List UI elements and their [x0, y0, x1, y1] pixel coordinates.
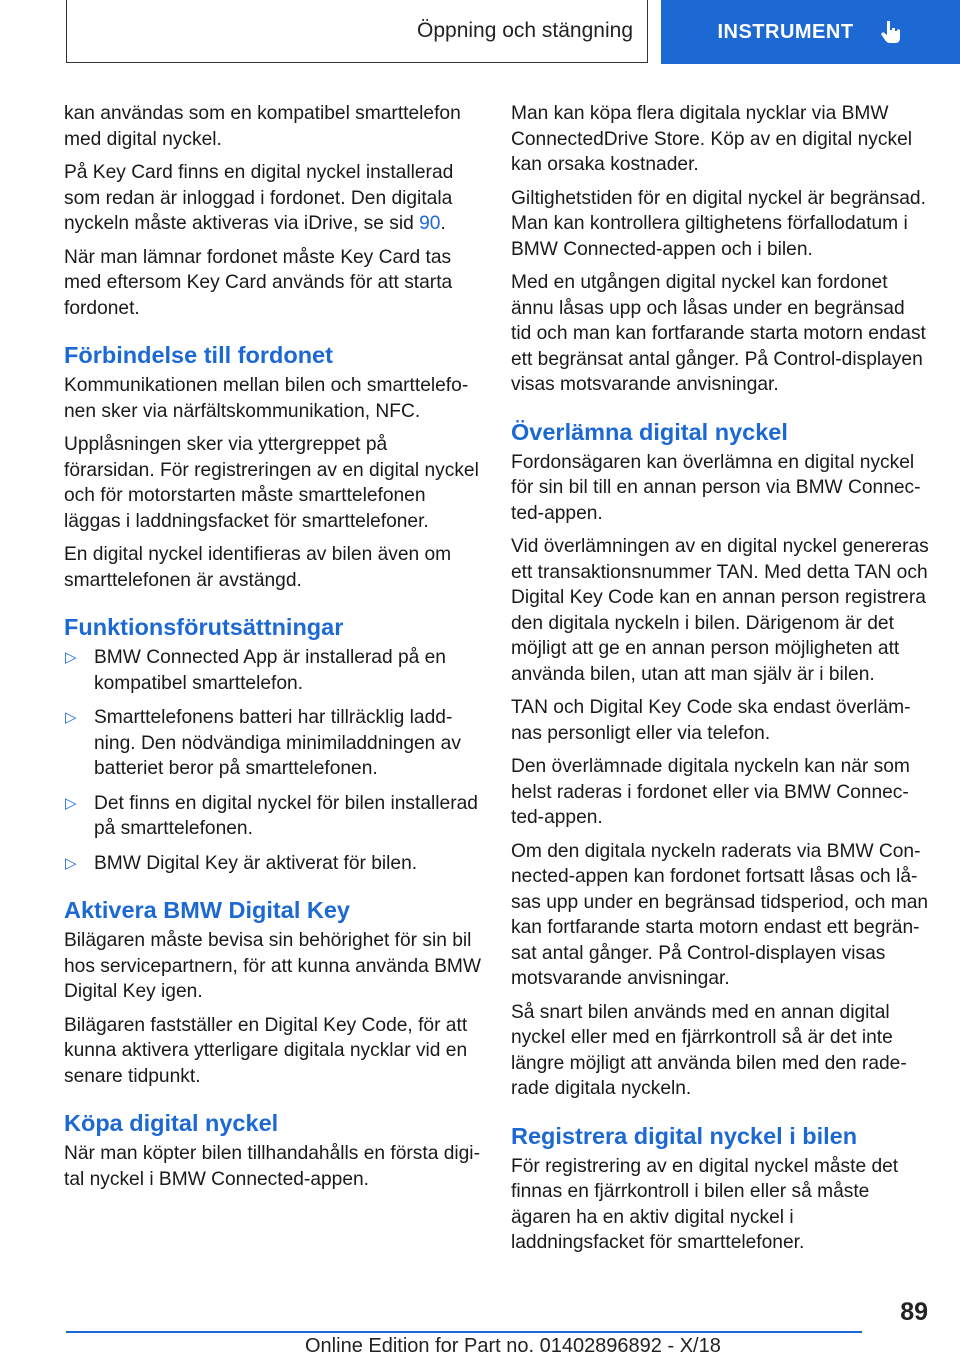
paragraph: TAN och Digital Key Code ska endast överlämnas personligt eller via telefon.: [511, 697, 911, 744]
footer-divider: [66, 1331, 862, 1333]
paragraph: Vid överlämningen av en digital nyckel genereras ett transaktionsnummer TAN. Med detta TAN och Digital Key Code kan en annan person registrera den digitala nyckeln i bilen. Därigenom är det möjligt att ge en annan person möjligheten att använda bilen, utan att man själv är i bilen.: [511, 536, 929, 685]
paragraph: kan användas som en kompatibel smarttelefon med digital nyckel.: [64, 103, 461, 150]
heading-funktionsforutsattningar: Funktionsförutsättningar: [64, 614, 344, 640]
paragraph: Om den digitala nyckeln raderats via BMW Connected-appen kan fordonet fortsatt låsas och låsas upp under en begränsad tidsperiod, och man kan fortfarande starta motorn endast ett begränsat antal gånger. På Control-displayen visas motsvarande anvisningar.: [511, 840, 929, 989]
paragraph: En digital nyckel identifieras av bilen även om smarttelefonen är avstängd.: [64, 544, 452, 591]
list-item: ▷ BMW Connected App är installerad på en kompatibel smarttelefon.: [65, 647, 446, 694]
paragraph: Giltighetstiden för en digital nyckel är begränsad. Man kan kontrollera giltighetens förfallodatum i BMW Connected-appen och i bilen.: [511, 187, 926, 260]
heading-registrera: Registrera digital nyckel i bilen: [511, 1122, 858, 1149]
paragraph: Den överlämnade digitala nyckeln kan när som helst raderas i fordonet eller via BMW Connected-appen.: [511, 756, 910, 828]
section-title-box: [66, 0, 648, 63]
heading-overlamna: Överlämna digital nyckel: [511, 418, 788, 445]
heading-forbindelse: Förbindelse till fordonet: [64, 342, 333, 368]
paragraph: När man köpter bilen tillhandahålls en första digital nyckel i BMW Connected-appen.: [64, 1143, 480, 1190]
paragraph: Man kan köpa flera digitala nycklar via BMW ConnectedDrive Store. Köp av en digital nyckel kan orsaka kostnader.: [511, 103, 913, 175]
triangle-bullet-icon: ▷: [65, 794, 77, 812]
triangle-bullet-icon: ▷: [65, 854, 77, 872]
list-item: ▷ Smarttelefonens batteri har tillräcklig laddning. Den nödvändiga minimiladdningen av batteriet beror på smarttelefonen.: [65, 707, 461, 779]
paragraph: Med en utgången digital nyckel kan fordonet ännu låsas upp och låsas under en begränsad tid och man kan fortfarande starta motorn endast ett begränsat antal gånger. På Control-displayen visas motsvarande anvisningar.: [511, 272, 926, 395]
instrument-tab-label: INSTRUMENT: [717, 20, 854, 43]
triangle-bullet-icon: ▷: [65, 649, 77, 666]
paragraph: Bilägaren måste bevisa sin behörighet för sin bil hos servicepartnern, för att kunna använda BMW Digital Key igen.: [64, 930, 482, 1002]
heading-kopa: Köpa digital nyckel: [64, 1110, 279, 1136]
paragraph: Upplåsningen sker via yttergreppet på förarsidan. För registreringen av en digital nyckel och för motorstarten måste smarttelefonen läggas i laddningsfacket för smarttelefoner.: [64, 434, 479, 532]
paragraph: För registrering av en digital nyckel måste det finnas en fjärrkontroll i bilen eller så måste ägaren ha en aktiv digital nyckel i laddningsfacket för smarttelefoner.: [511, 1155, 899, 1253]
heading-aktivera: Aktivera BMW Digital Key: [64, 897, 350, 923]
list-item: ▷ Det finns en digital nyckel för bilen installerad på smarttelefonen.: [65, 792, 478, 839]
page-link-90[interactable]: 90: [419, 213, 441, 234]
list-item: ▷ BMW Digital Key är aktiverat för bilen.: [64, 851, 482, 877]
paragraph: Så snart bilen används med en annan digital nyckel eller med en fjärrkontroll så är det inte längre möjligt att använda bilen med den raderade digitala nyckeln.: [511, 1001, 907, 1099]
triangle-bullet-icon: ▷: [65, 709, 77, 726]
section-title: Öppning och stängning: [417, 19, 633, 42]
footer-edition: Online Edition for Part no. 01402896892 - X/18: [305, 1335, 721, 1357]
paragraph: När man lämnar fordonet måste Key Card tas med eftersom Key Card används för att starta fordonet.: [64, 246, 453, 319]
paragraph: Bilägaren fastställer en Digital Key Code, för att kunna aktivera ytterligare digitala nycklar vid en senare tidpunkt.: [64, 1014, 468, 1087]
hand-pointer-icon: [878, 19, 904, 45]
paragraph: På Key Card finns en digital nyckel installerad som redan är inloggad i fordonet. Den digitala nyckeln måste aktiveras via iDrive, se sid 90.: [64, 162, 454, 234]
page-number: 89: [900, 1298, 928, 1326]
right-column: [511, 101, 929, 1264]
left-column: [64, 101, 482, 1200]
instrument-tab[interactable]: [661, 0, 960, 64]
paragraph: Kommunikationen mellan bilen och smarttelefonen sker via närfältskommunikation, NFC.: [64, 375, 469, 422]
paragraph: Fordonsägaren kan överlämna en digital nyckel för sin bil till en annan person via BMW Connected-appen.: [511, 451, 921, 524]
requirements-list: [64, 645, 482, 876]
